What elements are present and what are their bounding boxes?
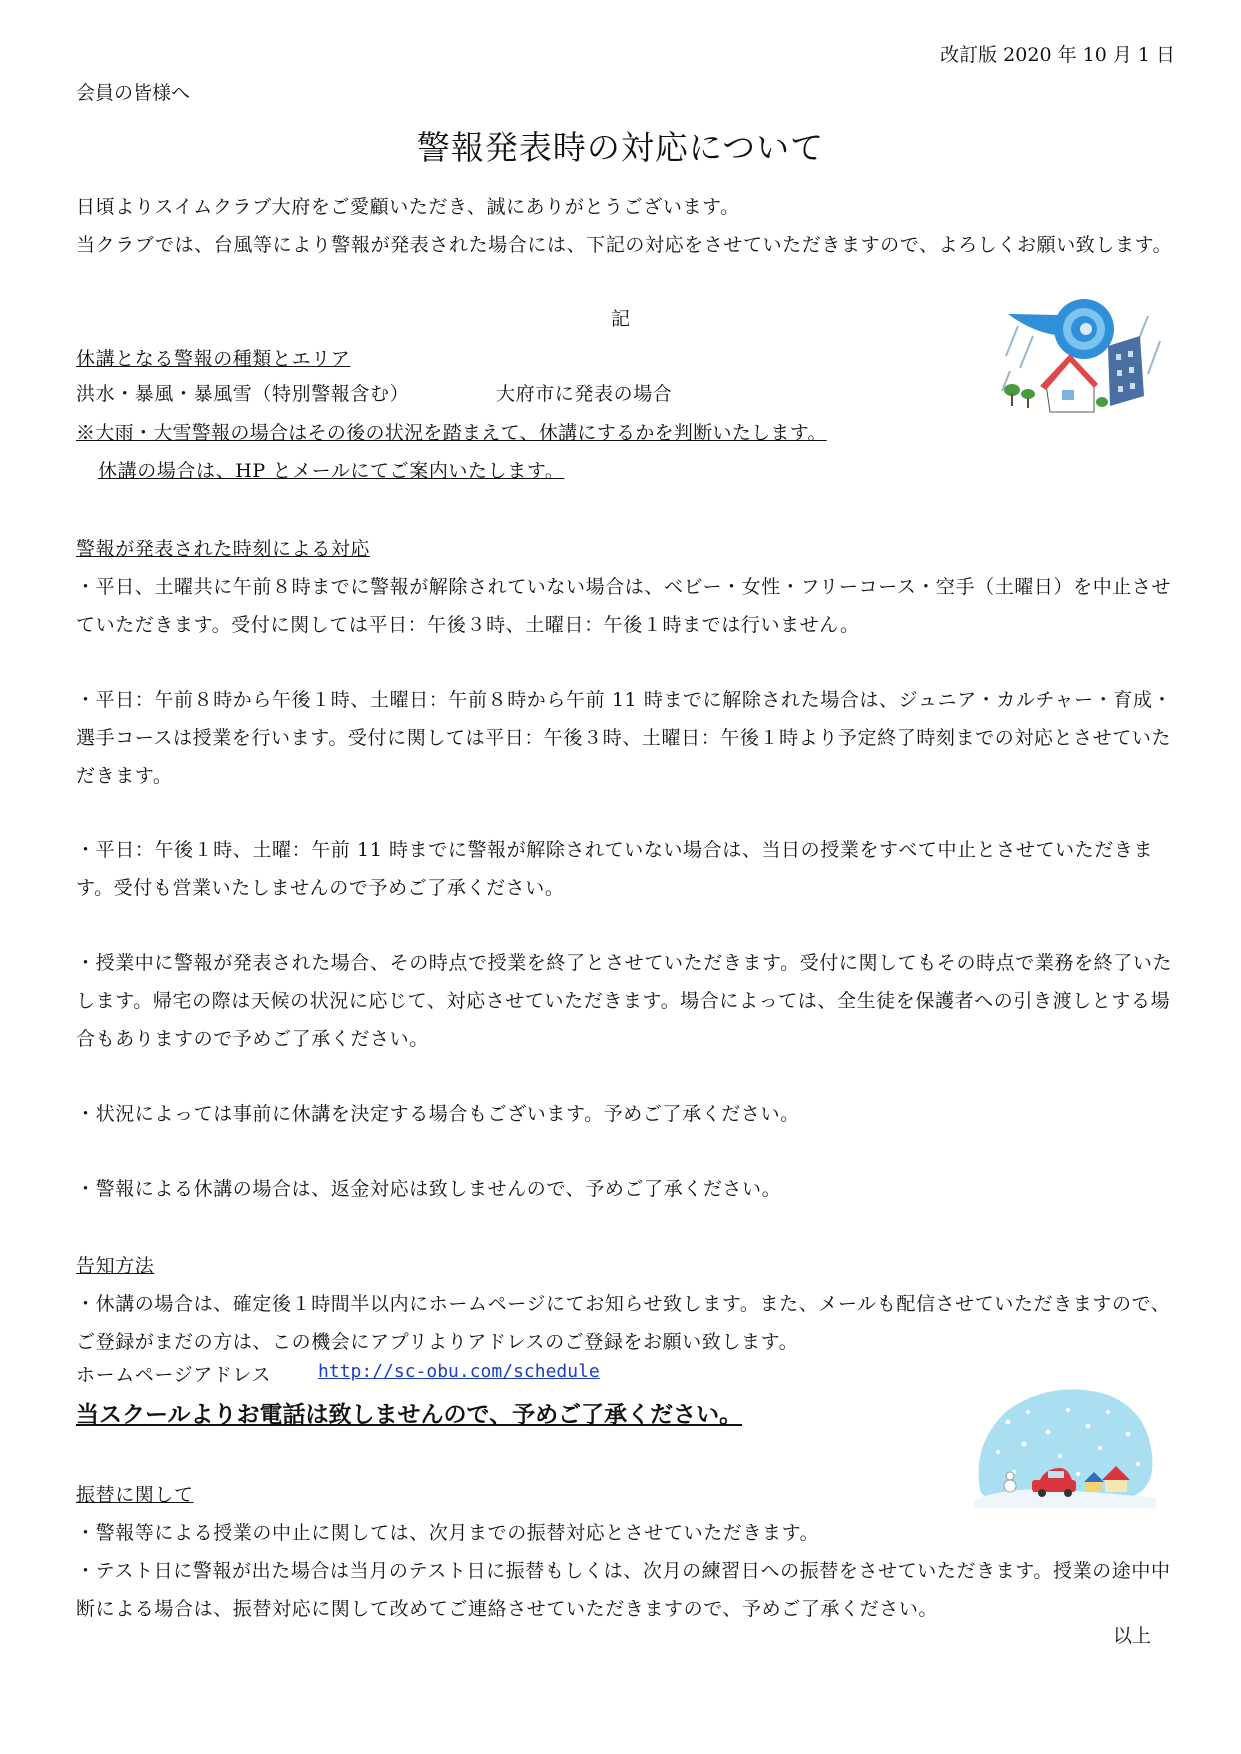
- heavy-rain-note: ※大雨・大雪警報の場合はその後の状況を踏まえて、休講にするかを判断いたします。: [76, 422, 827, 444]
- page-title: 警報発表時の対応について: [416, 128, 825, 167]
- time-item-3: ・平日：午後１時、土曜：午前 11 時までに警報が解除されていない場合は、当日の授業をすべて中止とさせていただきます。受付も営業いたしませんので予めご了承ください。: [76, 839, 1154, 899]
- intro-line-1: 日頃よりスイムクラブ大府をご愛顧いただき、誠にありがとうございます。: [76, 196, 740, 218]
- makeup-heading: 振替に関して: [76, 1484, 194, 1506]
- intro-line-2: 当クラブでは、台風等により警報が発表された場合には、下記の対応をさせていただきますので、よろしくお願い致します。: [76, 234, 1173, 256]
- time-item-2: ・平日：午前８時から午後１時、土曜日：午前８時から午前 11 時までに解除された場合は、ジュニア・カルチャー・育成・選手コースは授業を行います。受付に関しては平日：午後３時、土曜日：午後１時より予定終了時刻までの対応とさせていただきます。: [76, 689, 1173, 787]
- makeup-line-1: ・警報等による授業の中止に関しては、次月までの振替対応とさせていただきます。: [76, 1522, 820, 1544]
- time-heading: 警報が発表された時刻による対応: [76, 538, 371, 560]
- time-item-1: ・平日、土曜共に午前８時までに警報が解除されていない場合は、ベビー・女性・フリーコース・空手（土曜日）を中止させていただきます。受付に関しては平日：午後３時、土曜日：午後１時までは行いません。: [76, 576, 1172, 636]
- warning-types: 洪水・暴風・暴風雪（特別警報含む）: [76, 383, 410, 405]
- makeup-line-2: ・テスト日に警報が出た場合は当月のテスト日に振替もしくは、次月の練習日への振替をさせていただきます。授業の途中中断による場合は、振替対応に関して改めてご連絡させていただきますので、予めご了承ください。: [76, 1560, 1171, 1620]
- no-phone-call-notice: 当スクールよりお電話は致しませんので、予めご了承ください。: [76, 1402, 743, 1428]
- time-item-6: ・警報による休講の場合は、返金対応は致しませんので、予めご了承ください。: [76, 1178, 782, 1200]
- homepage-label: ホームページアドレス: [76, 1364, 272, 1386]
- cancel-notice-note: 休講の場合は、HP とメールにてご案内いたします。: [98, 460, 565, 482]
- closing-ijou: 以上: [1112, 1625, 1151, 1647]
- notice-body: ・休講の場合は、確定後１時間半以内にホームページにてお知らせ致します。また、メールも配信させていただきますので、ご登録がまだの方は、この機会にアプリよりアドレスのご登録をお願い致します。: [76, 1293, 1171, 1353]
- addressee: 会員の皆様へ: [76, 82, 191, 104]
- area-heading: 休講となる警報の種類とエリア: [76, 348, 351, 370]
- warning-area: 大府市に発表の場合: [496, 383, 673, 405]
- notice-heading: 告知方法: [76, 1255, 155, 1277]
- ki-marker: 記: [610, 308, 630, 330]
- revision-date: 改訂版 2020 年 10 月 1 日: [940, 44, 1175, 66]
- homepage-link[interactable]: http://sc-obu.com/schedule: [318, 1361, 600, 1382]
- time-item-4: ・授業中に警報が発表された場合、その時点で授業を終了とさせていただきます。受付に関してもその時点で業務を終了いたします。帰宅の際は天候の状況に応じて、対応させていただきます。場合によっては、全生徒を保護者への引き渡しとする場合もありますので予めご了承ください。: [76, 952, 1173, 1050]
- time-item-5: ・状況によっては事前に休講を決定する場合もございます。予めご了承ください。: [76, 1103, 800, 1125]
